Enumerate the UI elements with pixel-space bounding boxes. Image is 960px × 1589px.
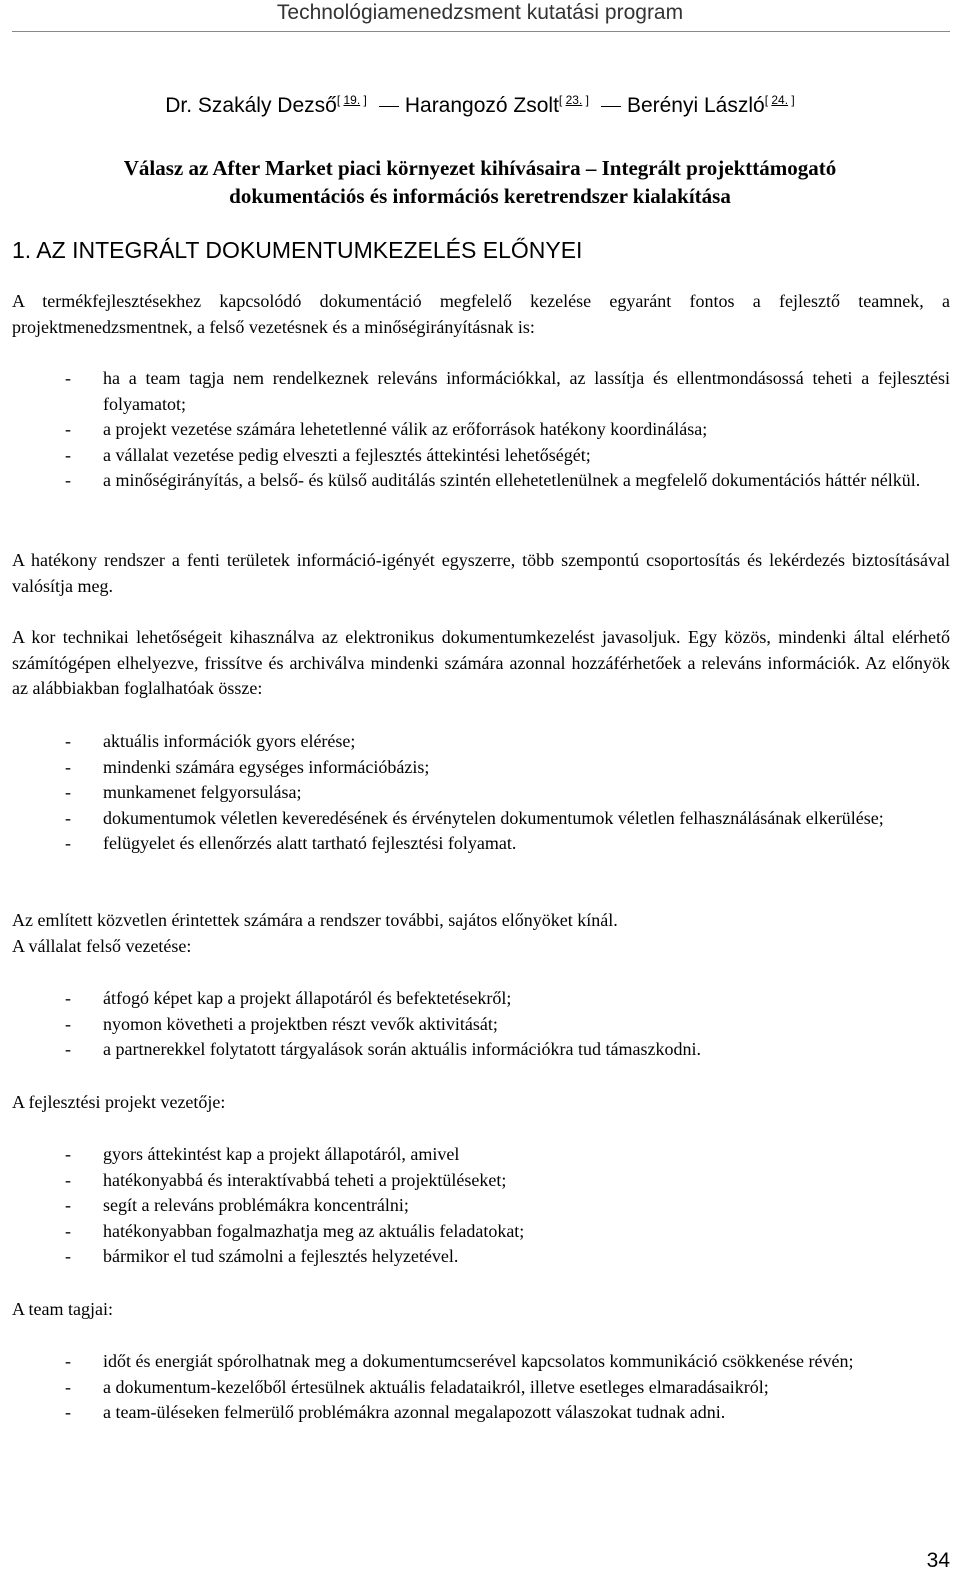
team-block xyxy=(12,1349,950,1426)
list-item: - a projekt vezetése számára lehetetlenné válik az erőforrások hatékony koordinálása; xyxy=(12,417,950,443)
header-divider xyxy=(12,31,950,32)
list-item: - bármikor el tud számolni a fejlesztés helyzetével. xyxy=(12,1244,950,1270)
author-name: Berényi László xyxy=(626,94,765,117)
paragraph-block xyxy=(12,908,950,959)
body-paragraph: A kor technikai lehetőségeit kihasználva az elektronikus dokumentumkezelést javasoljuk. Egy közös, mindenki által elérhető számítógépen elhelyezve, frissítve és archiválva mindenki számára azonnal hozzáférhetőek a releváns információk. Az előnyök az alábbiakban foglalhatóak össze: xyxy=(12,627,950,698)
list-item: - segít a releváns problémákra koncentrálni; xyxy=(12,1193,950,1219)
list-item: - dokumentumok véletlen keveredésének és érvénytelen dokumentumok véletlen felhasználásának elkerülése; xyxy=(12,806,950,832)
section-heading: 1. AZ INTEGRÁLT DOKUMENTUMKEZELÉS ELŐNYEI xyxy=(12,237,583,263)
list-item: - a dokumentum-kezelőből értesülnek aktuális feladataikról, illetve esetleges elmaradásaikról; xyxy=(12,1375,950,1401)
dash-separator xyxy=(379,106,399,107)
list-item: - átfogó képet kap a projekt állapotáról és befektetésekről; xyxy=(12,986,950,1012)
list-item: - nyomon követheti a projektben részt vevők aktivitását; xyxy=(12,1012,950,1038)
top-management-list xyxy=(12,986,950,1063)
list-item: - aktuális információk gyors elérése; xyxy=(12,729,950,755)
list-item: - hatékonyabban fogalmazhatja meg az aktuális feladatokat; xyxy=(12,1219,950,1245)
author-name: Harangozó Zsolt xyxy=(404,94,559,117)
list-item: - felügyelet és ellenőrzés alatt tartható fejlesztési folyamat. xyxy=(12,831,950,857)
list-item: - gyors áttekintést kap a projekt állapotáról, amivel xyxy=(12,1142,950,1168)
list-item: - a vállalat vezetése pedig elveszti a fejlesztés áttekintési lehetőségét; xyxy=(12,443,950,469)
project-manager-list xyxy=(12,1142,950,1270)
project-manager-block xyxy=(12,1142,950,1270)
list-item: - hatékonyabbá és interaktívabbá teheti a projektüléseket; xyxy=(12,1168,950,1194)
paragraph-block xyxy=(12,625,950,702)
list-item: - a partnerekkel folytatott tárgyalások során aktuális információkra tud támaszkodni. xyxy=(12,1037,950,1063)
list-item: - ha a team tagja nem rendelkeznek releváns információkkal, az lassítja és ellentmondásossá teheti a fejlesztési folyamatot; xyxy=(12,366,950,417)
list-item: - a team-üléseken felmerülő problémákra azonnal megalapozott válaszokat tudnak adni. xyxy=(12,1400,950,1426)
running-header: Technológiamenedzsment kutatási program xyxy=(276,1,684,24)
body-paragraph: A hatékony rendszer a fenti területek információ-igényét egyszerre, több szempontú csoportosítás és lekérdezés biztosításával valósítja meg. xyxy=(12,550,950,596)
paragraph-block xyxy=(12,1090,950,1116)
top-management-block xyxy=(12,986,950,1063)
footnote-ref-link[interactable]: 24. xyxy=(771,93,789,107)
list-item: - munkamenet felgyorsulása; xyxy=(12,780,950,806)
footnote-ref-link[interactable]: 23. xyxy=(565,93,583,107)
paragraph-block xyxy=(12,548,950,599)
list-label: A fejlesztési projekt vezetője: xyxy=(12,1092,226,1112)
paragraph-block xyxy=(12,1297,950,1323)
title-line: dokumentációs és információs keretrendszer kialakítása xyxy=(229,184,731,208)
problems-list xyxy=(12,366,950,494)
dash-separator xyxy=(601,106,621,107)
benefits-block xyxy=(12,729,950,857)
list-item: - mindenki számára egységes információbázis; xyxy=(12,755,950,781)
intro-block xyxy=(12,289,950,494)
team-list xyxy=(12,1349,950,1426)
author-line: Dr. Szakály Dezső[ 19. ] Harangozó Zsolt[ 23. ] Berényi László[ 24. ] xyxy=(165,93,795,117)
article-title xyxy=(0,154,960,210)
page-number: 34 xyxy=(926,1549,950,1572)
intro-paragraph: A termékfejlesztésekhez kapcsolódó dokumentáció megfelelő kezelése egyaránt fontos a fejlesztő teamnek, a projektmenedzsmentnek, a felső vezetésnek és a minőségirányításnak is: xyxy=(12,291,950,337)
benefits-list xyxy=(12,729,950,857)
author-name: Dr. Szakály Dezső xyxy=(165,94,337,117)
list-item: - időt és energiát spórolhatnak meg a dokumentumcserével kapcsolatos kommunikáció csökkenése révén; xyxy=(12,1349,950,1375)
list-label: A vállalat felső vezetése: xyxy=(12,935,192,956)
list-label: A team tagjai: xyxy=(12,1299,113,1319)
title-line: Válasz az After Market piaci környezet kihívásaira – Integrált projekttámogató xyxy=(123,156,837,180)
footnote-ref-link[interactable]: 19. xyxy=(343,93,361,107)
list-item: - a minőségirányítás, a belső- és külső auditálás szintén ellehetetlenülnek a megfelelő dokumentációs háttér nélkül. xyxy=(12,468,950,494)
body-paragraph: Az említett közvetlen érintettek számára a rendszer további, sajátos előnyöket kínál. xyxy=(12,910,618,930)
